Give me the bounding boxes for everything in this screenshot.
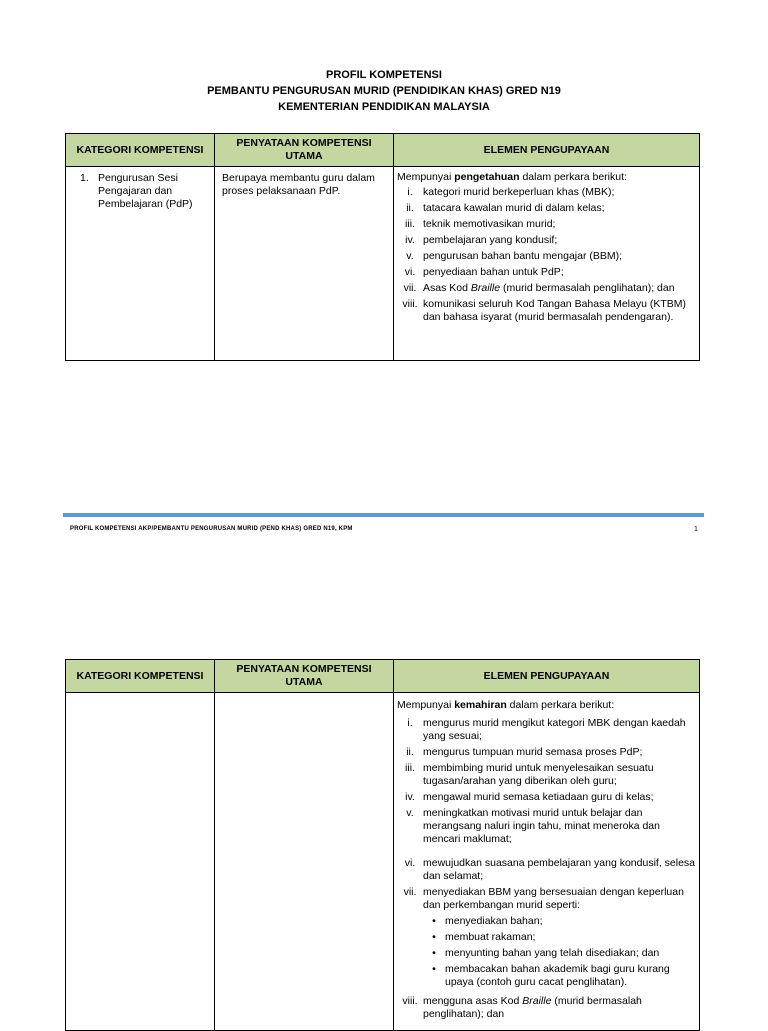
bullet-item: • menyunting bahan yang telah disediakan; dan (432, 947, 660, 959)
elements-cell (394, 693, 700, 1031)
bullet-item: • menyediakan bahan; (432, 915, 543, 927)
table-header-row (66, 134, 700, 167)
statement-cell (215, 167, 394, 361)
table-row (66, 167, 700, 361)
category-cell (66, 693, 215, 1031)
competency-table-2 (65, 659, 700, 1031)
title-line-2: PEMBANTU PENGURUSAN MURID (PENDIDIKAN KHAS) GRED N19 (207, 85, 561, 97)
header-elemen: ELEMEN PENGUPAYAAN (394, 134, 700, 167)
intro-keyword: kemahiran (454, 699, 507, 711)
bullet-list (423, 915, 695, 989)
statement-cell (215, 693, 394, 1031)
bullet-item: • membuat rakaman; (432, 931, 536, 943)
category-number: 1. (80, 172, 89, 184)
header-penyataan: PENYATAAN KOMPETENSI UTAMA (215, 660, 394, 693)
elements-cell (394, 167, 700, 361)
list-item: ii. mengurus tumpuan murid semasa proses PdP; (406, 746, 643, 758)
list-item: vi. penyediaan bahan untuk PdP; (404, 266, 564, 278)
footer-text: PROFIL KOMPETENSI AKP/PEMBANTU PENGURUSAN MURID (PEND KHAS) GRED N19, KPM (70, 526, 353, 532)
table-row (66, 693, 700, 1031)
title-line-1: PROFIL KOMPETENSI (326, 69, 442, 81)
list-item: vii. menyediakan BBM yang bersesuaian dengan keperluan dan perkembangan murid seperti: • menyediakan bahan; • membuat rakaman; • menyunting bahan yang telah disediakan; dan • membacakan bahan akademik bagi guru kurang upaya (contoh guru cacat penglihatan). (397, 886, 695, 992)
list-item: vi. mewujudkan suasana pembelajaran yang kondusif, selesa dan selamat; (404, 857, 696, 882)
list-item: vii. Asas Kod Braille (murid bermasalah penglihatan); dan (403, 282, 675, 294)
list-item: i. kategori murid berkeperluan khas (MBK); (407, 186, 615, 198)
list-item: ii. tatacara kawalan murid di dalam kelas; (406, 202, 605, 214)
list-item: iv. mengawal murid semasa ketiadaan guru di kelas; (405, 791, 654, 803)
intro-keyword: pengetahuan (454, 171, 520, 183)
list-item: iii. membimbing murid untuk menyelesaikan sesuatu tugasan/arahan yang diberikan oleh guru; (405, 762, 654, 787)
statement-text: Berupaya membantu guru dalam proses pelaksanaan PdP. (222, 172, 375, 197)
list-item: viii. komunikasi seluruh Kod Tangan Bahasa Melayu (KTBM) dan bahasa isyarat (murid bermasalah pendengaran). (402, 298, 687, 323)
header-penyataan: PENYATAAN KOMPETENSI UTAMA (215, 134, 394, 167)
list-item: v. meningkatkan motivasi murid untuk belajar dan merangsang naluri ingin tahu, minat meneroka dan mencari maklumat; (406, 807, 660, 845)
table-header-row (66, 660, 700, 693)
category-text: Pengurusan Sesi Pengajaran dan Pembelajaran (PdP) (98, 172, 193, 210)
list-item: iii. teknik memotivasikan murid; (405, 218, 556, 230)
list-item: v. pengurusan bahan bantu mengajar (BBM); (406, 250, 623, 262)
elements-intro: Mempunyai kemahiran dalam perkara berikut: (397, 699, 615, 711)
header-kategori: KATEGORI KOMPETENSI (66, 134, 215, 167)
document-title (0, 67, 768, 115)
competency-table-1 (65, 133, 700, 361)
category-cell (66, 167, 215, 361)
list-item: i. mengurus murid mengikut kategori MBK dengan kaedah yang sesuai; (407, 717, 686, 742)
bullet-item: • membacakan bahan akademik bagi guru kurang upaya (contoh guru cacat penglihatan). (432, 963, 670, 988)
title-line-3: KEMENTERIAN PENDIDIKAN MALAYSIA (278, 101, 490, 113)
list-item: viii. mengguna asas Kod Braille (murid bermasalah penglihatan); dan (402, 995, 642, 1020)
page-number: 1 (694, 526, 698, 533)
footer-divider (63, 513, 704, 517)
list-item: iv. pembelajaran yang kondusif; (405, 234, 558, 246)
elements-intro: Mempunyai pengetahuan dalam perkara berikut: (397, 171, 627, 183)
header-elemen: ELEMEN PENGUPAYAAN (394, 660, 700, 693)
header-kategori: KATEGORI KOMPETENSI (66, 660, 215, 693)
